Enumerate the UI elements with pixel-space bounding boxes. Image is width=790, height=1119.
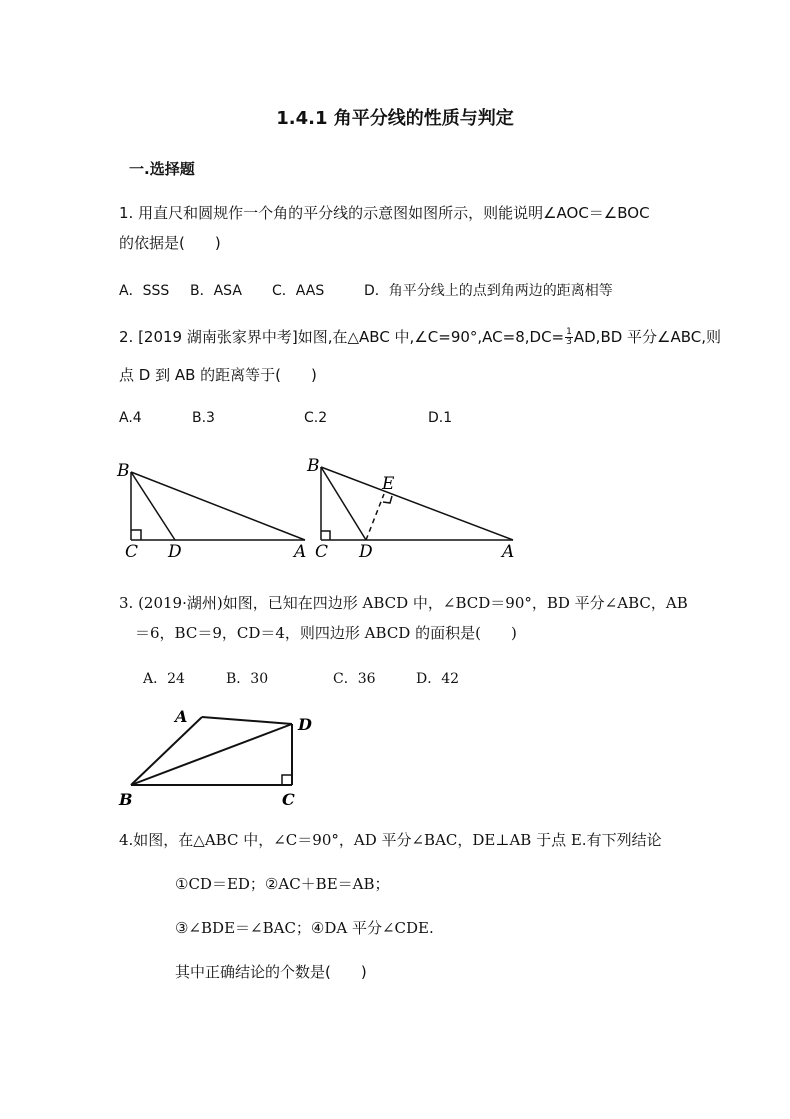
- q2-text-line2: 点 D 到 AB 的距离等于( ): [119, 366, 317, 384]
- section-heading: 一.选择题: [129, 160, 195, 178]
- q3-option-c: C．36: [333, 671, 376, 687]
- segment-bd: [131, 724, 292, 785]
- q1-option-b: B．ASA: [190, 283, 242, 299]
- q3-option-b: B．30: [226, 671, 269, 687]
- q4-text-line4: 其中正确结论的个数是( ): [175, 963, 367, 981]
- label-b: B: [119, 790, 133, 809]
- q2-option-b: B.3: [192, 410, 215, 426]
- q4-text-line2: ①CD＝ED；②AC＋BE＝AB；: [175, 875, 390, 893]
- q1-text-line2: 的依据是( ): [119, 234, 221, 252]
- q2-option-a: A.4: [119, 410, 142, 426]
- label-a: A: [502, 542, 515, 562]
- label-e: E: [382, 474, 395, 494]
- q4-text-line1: 4.如图，在△ABC 中，∠C＝90°，AD 平分∠BAC，DE⊥AB 于点 E.有下列结论: [119, 831, 662, 849]
- q3-text-line2: ＝6，BC＝9，CD＝4，则四边形 ABCD 的面积是( ): [135, 624, 517, 642]
- label-c: C: [315, 542, 329, 562]
- fraction-numerator: 1: [566, 327, 572, 337]
- label-d: D: [359, 542, 373, 562]
- q3-option-d: D．42: [416, 671, 460, 687]
- label-d: D: [298, 715, 312, 734]
- label-c: C: [125, 542, 139, 562]
- label-c: C: [282, 790, 295, 809]
- label-b: B: [307, 456, 320, 476]
- label-d: D: [168, 542, 182, 562]
- q1-option-d: D．角平分线上的点到角两边的距离相等: [364, 283, 613, 299]
- q4-text-line3: ③∠BDE＝∠BAC；④DA 平分∠CDE.: [175, 919, 434, 937]
- q1-option-a: A．SSS: [119, 283, 170, 299]
- label-b: B: [117, 461, 130, 481]
- label-a: A: [175, 707, 188, 726]
- segment-ba: [131, 717, 202, 785]
- q2-text-post: AD,BD 平分∠ABC,则: [573, 328, 722, 346]
- q1-text-line1: 1. 用直尺和圆规作一个角的平分线的示意图如图所示，则能说明∠AOC＝∠BOC: [119, 204, 650, 222]
- q2-option-d: D.1: [428, 410, 453, 426]
- right-angle-mark: [282, 775, 292, 785]
- fraction-denominator: 3: [566, 337, 572, 347]
- label-a: A: [294, 542, 307, 562]
- page-title: 1.4.1 角平分线的性质与判定: [276, 108, 514, 129]
- q2-text-pre: 2. [2019 湖南张家界中考]如图,在△ABC 中,∠C=90°,AC=8,DC=: [119, 328, 565, 346]
- q2-option-c: C.2: [304, 410, 328, 426]
- q3-text-line1: 3. (2019·湖州)如图，已知在四边形 ABCD 中，∠BCD＝90°，BD 平分∠ABC，AB: [119, 594, 688, 612]
- segment-ad: [202, 717, 292, 724]
- q1-option-c: C．AAS: [272, 283, 325, 299]
- q3-option-a: A．24: [143, 671, 185, 687]
